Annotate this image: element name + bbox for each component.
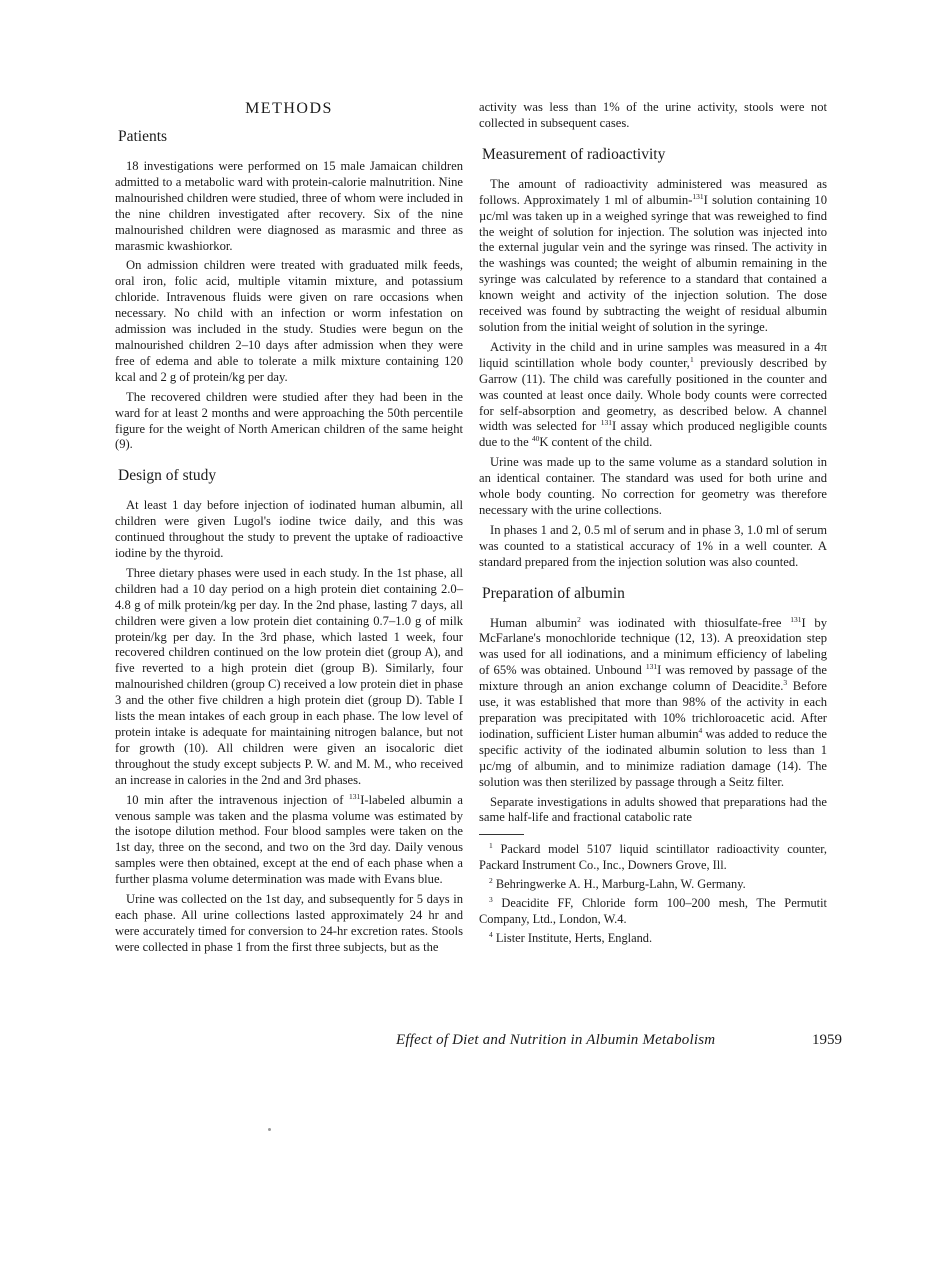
- albumin-paragraph-1: Human albumin$^2$ was iodinated with thiosulfate-free $^{131}$I by McFarlane's monochloride technique (12, 13). A preoxidation step was used for all iodinations, and a minimum efficiency of labeling of 65% was obtained. Unbound $^{131}$I was removed by passage of the mixture through an anion exchange column of Deacidite.$^3$ Before use, it was established that more than 98% of the activity in each preparation was precipitated with 10% trichloroacetic acid. After iodination, sufficient Lister human albumin$^4$ was added to reduce the specific activity of the iodinated albumin solution to less than 1 µc/mg of albumin, and to minimize radiation damage (14). The solution was then sterilized by passage through a Seitz filter.: [479, 614, 827, 789]
- design-heading: Design of study: [118, 467, 217, 485]
- design-paragraph-2: Three dietary phases were used in each study. In the 1st phase, all children had a 10 day period on a high protein diet containing 2.0–4.8 g of milk protein/kg per day. In the 2nd phase, lasting 7 days, all children were given a low protein diet containing 0.7–1.0 g of milk protein/kg per day. In the 3rd phase, which lasted 1 week, four recovered children continued on the low protein diet (group A), and five reverted to a high protein diet (group B). Similarly, four malnourished children (group C) received a low protein diet in phase 3 and the other five children a high protein diet (group D). Table I lists the mean intakes of each group in each phase. The low level of protein intake is adequate for maintaining nitrogen balance, but not for growth (10). All children were given an isocaloric diet throughout the study except subjects P. W. and M. M., who received an increase in calories in the 2nd and 3rd phases.: [115, 565, 463, 787]
- footnote-divider: [479, 834, 524, 835]
- running-title: Effect of Diet and Nutrition in Albumin Metabolism: [396, 1032, 716, 1048]
- page-number: 1959: [812, 1032, 842, 1048]
- design-paragraph-4: Urine was collected on the 1st day, and subsequently for 5 days in each phase. All urine collections lasted approximately 24 hr and were accurately timed for conversion to 24-hr excretion rates. Stools were collected in phase 1 from the first three subjects, but as the: [115, 892, 463, 954]
- footnote-ref-3: 3: [783, 678, 788, 687]
- methods-heading: METHODS: [245, 100, 333, 117]
- footnotes: [479, 842, 827, 946]
- patients-paragraph-2: On admission children were treated with graduated milk feeds, oral iron, folic acid, multiple vitamin mixture, and potassium chloride. Intravenous fluids were given on rare occasions when necessary. No child with an infection or worm infestation on admission was included in the study. Studies were begun on the malnourished children 2–10 days after admission when they were free of edema and able to tolerate a milk mixture containing 120 kcal and 2 g of protein/kg per day.: [115, 258, 463, 384]
- radioactivity-paragraph-4: In phases 1 and 2, 0.5 ml of serum and in phase 3, 1.0 ml of serum was counted to a statistical accuracy of 1% in a well counter. A standard prepared from the injection solution was also counted.: [479, 522, 827, 569]
- radioactivity-heading: Measurement of radioactivity: [482, 145, 666, 163]
- patients-paragraph-3: The recovered children were studied after they had been in the ward for at least 2 months and were approaching the 50th percentile figure for the weight of North American children of the same height (9).: [115, 389, 463, 452]
- design-paragraph-3: 10 min after the intravenous injection of $^{131}$I-labeled albumin a venous sample was taken and the plasma volume was estimated by the isotope dilution method. Four blood samples were taken on the 1st day, three on the second, and two on the 3rd day. Daily venous samples were then obtained, except at the end of each phase when a further plasma volume determination was made with Evans blue.: [115, 791, 463, 887]
- footnote-ref-1: 1: [689, 354, 694, 364]
- footnote-4: $^4$ Lister Institute, Herts, England.: [489, 929, 653, 945]
- continuation-paragraph: activity was less than 1% of the urine activity, stools were not collected in subsequent cases.: [479, 100, 827, 130]
- albumin-heading: Preparation of albumin: [482, 584, 625, 602]
- footnote-3: $^3$ Deacidite FF, Chloride form 100–200 mesh, The Permutit Company, Ltd., London, W.4.: [479, 894, 827, 926]
- design-paragraph-1: At least 1 day before injection of iodinated human albumin, all children were given Lugol's iodine twice daily, and this was continued throughout the study to prevent the uptake of radioactive iodine by the thyroid.: [115, 498, 463, 561]
- left-column: [115, 100, 463, 960]
- scan-speck: [268, 1128, 271, 1131]
- footnote-ref-2: 2: [577, 614, 581, 624]
- radioactivity-paragraph-3: Urine was made up to the same volume as a standard solution in an identical container. The standard was used for both urine and whole body counting. No correction for geometry was therefore necessary with the urine collections.: [479, 455, 827, 517]
- footnote-1: $^1$ Packard model 5107 liquid scintillator radioactivity counter, Packard Instrument Co., Inc., Downers Grove, Ill.: [479, 841, 827, 873]
- footnote-2: $^2$ Behringwerke A. H., Marburg-Lahn, W. Germany.: [489, 876, 746, 892]
- footnote-ref-4: 4: [698, 725, 703, 735]
- patients-heading: Patients: [118, 128, 168, 145]
- radioactivity-paragraph-2: Activity in the child and in urine samples was measured in a 4π liquid scintillation whole body counter,$^1$ previously described by Garrow (11). The child was carefully positioned in the counter and was counted at least once daily. Whole body counts were corrected for self-absorption and geometry, as described below. A channel width was selected for $^{131}$I assay which produced negligible counts due to the $^{40}$K content of the child.: [479, 339, 828, 450]
- page-footer: [396, 1032, 842, 1049]
- albumin-paragraph-2: Separate investigations in adults showed that preparations had the same half-life and fractional catabolic rate: [479, 794, 827, 825]
- right-column: [479, 100, 827, 950]
- patients-paragraph-1: 18 investigations were performed on 15 male Jamaican children admitted to a metabolic ward with protein-calorie malnutrition. Nine malnourished children were studied, three of whom were included in the nine children investigated after recovery. Six of the nine malnourished children were diagnosed as marasmic and three as marasmic kwashiorkor.: [115, 159, 463, 253]
- radioactivity-paragraph-1: The amount of radioactivity administered was measured as follows. Approximately 1 ml of albumin-$^{131}$I solution containing 10 µc/ml was taken up in a weighed syringe that was reweighed to find the weight of solution for injection. The solution was injected into the external jugular vein and the syringe was rinsed. The activity in the washings was counted; the weight of albumin remaining in the syringe was calculated by reference to a standard that contained a known weight and activity of the injection solution. The dose received was found by subtracting the weight of residual albumin solution from the initial weight of solution in the syringe.: [479, 176, 827, 334]
